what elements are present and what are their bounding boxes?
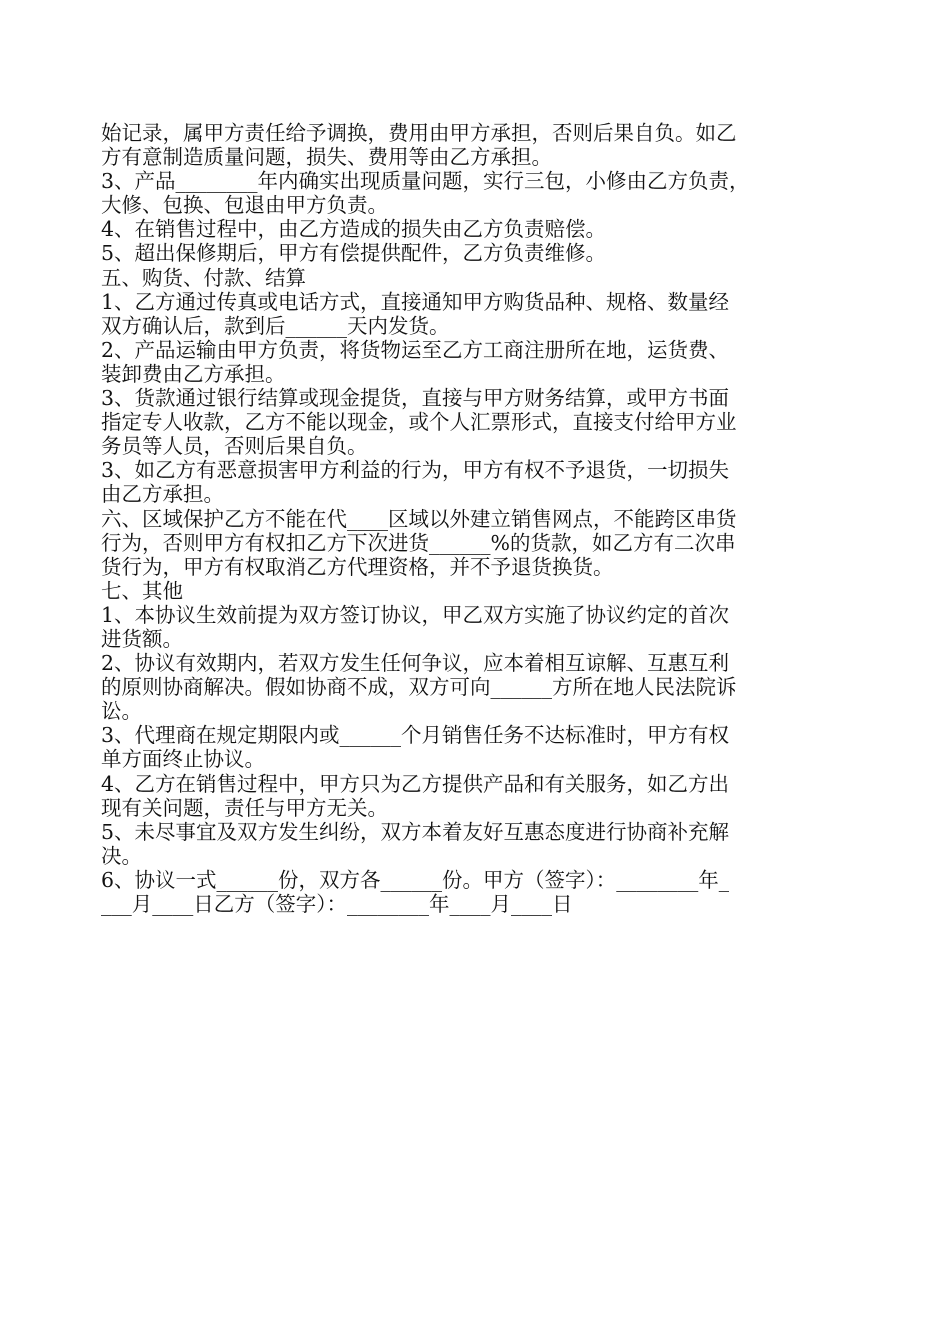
text-line: 货行为，甲方有权取消乙方代理资格，并不予退货换货。: [101, 554, 614, 579]
text-line: 5、未尽事宜及双方发生纠纷，双方本着友好互惠态度进行协商补充解: [101, 819, 730, 844]
text-line: 决。: [101, 843, 142, 868]
text-line: ___月____日乙方（签字）：________年____月____日: [101, 892, 573, 916]
text-line: 进货额。: [101, 626, 183, 651]
text-line: 行为，否则甲方有权扣乙方下次进货______%的货款，如乙方有二次串: [101, 530, 736, 555]
text-line: 2、产品运输由甲方负责，将货物运至乙方工商注册所在地，运货费、: [101, 337, 730, 362]
text-line: 指定专人收款，乙方不能以现金，或个人汇票形式，直接支付给甲方业: [101, 410, 737, 435]
text-line: 3、产品________年内确实出现质量问题，实行三包，小修由乙方负责，: [101, 169, 750, 194]
text-line: 的原则协商解决。假如协商不成，双方可向______方所在地人民法院诉: [101, 675, 737, 700]
document-body: [101, 121, 853, 916]
text-line: 讼。: [101, 699, 142, 724]
text-line: 3、如乙方有恶意损害甲方利益的行为，甲方有权不予退货，一切损失: [101, 458, 730, 483]
text-line: 五、购货、付款、结算: [101, 265, 306, 290]
text-line: 大修、包换、包退由甲方负责。: [101, 193, 388, 218]
text-line: 4、乙方在销售过程中，甲方只为乙方提供产品和有关服务，如乙方出: [101, 771, 730, 796]
text-line: 七、其他: [101, 578, 183, 603]
text-line: 3、货款通过银行结算或现金提货，直接与甲方财务结算，或甲方书面: [101, 386, 730, 411]
text-line: 4、在销售过程中，由乙方造成的损失由乙方负责赔偿。: [101, 217, 607, 242]
text-line: 1、乙方通过传真或电话方式，直接通知甲方购货品种、规格、数量经: [101, 289, 730, 314]
text-line: 5、超出保修期后，甲方有偿提供配件，乙方负责维修。: [101, 241, 607, 266]
text-line: 务员等人员，否则后果自负。: [101, 434, 368, 459]
text-line: 1、本协议生效前提为双方签订协议，甲乙双方实施了协议约定的首次: [101, 602, 730, 627]
text-line: 由乙方承担。: [101, 482, 224, 507]
text-line: 2、协议有效期内，若双方发生任何争议，应本着相互谅解、互惠互利: [101, 651, 730, 676]
text-line: 6、协议一式______份，双方各______份。甲方（签字）：________年_: [101, 867, 730, 892]
text-line: 3、代理商在规定期限内或______个月销售任务不达标准时，甲方有权: [101, 723, 730, 748]
text-line: 始记录，属甲方责任给予调换，费用由甲方承担，否则后果自负。如乙: [101, 121, 737, 145]
text-line: 双方确认后，款到后______天内发货。: [101, 313, 450, 338]
text-line: 现有关问题，责任与甲方无关。: [101, 795, 388, 820]
text-line: 装卸费由乙方承担。: [101, 361, 286, 386]
text-line: 单方面终止协议。: [101, 747, 265, 772]
text-line: 六、区域保护乙方不能在代____区域以外建立销售网点，不能跨区串货: [101, 506, 737, 531]
text-line: 方有意制造质量问题，损失、费用等由乙方承担。: [101, 145, 552, 170]
